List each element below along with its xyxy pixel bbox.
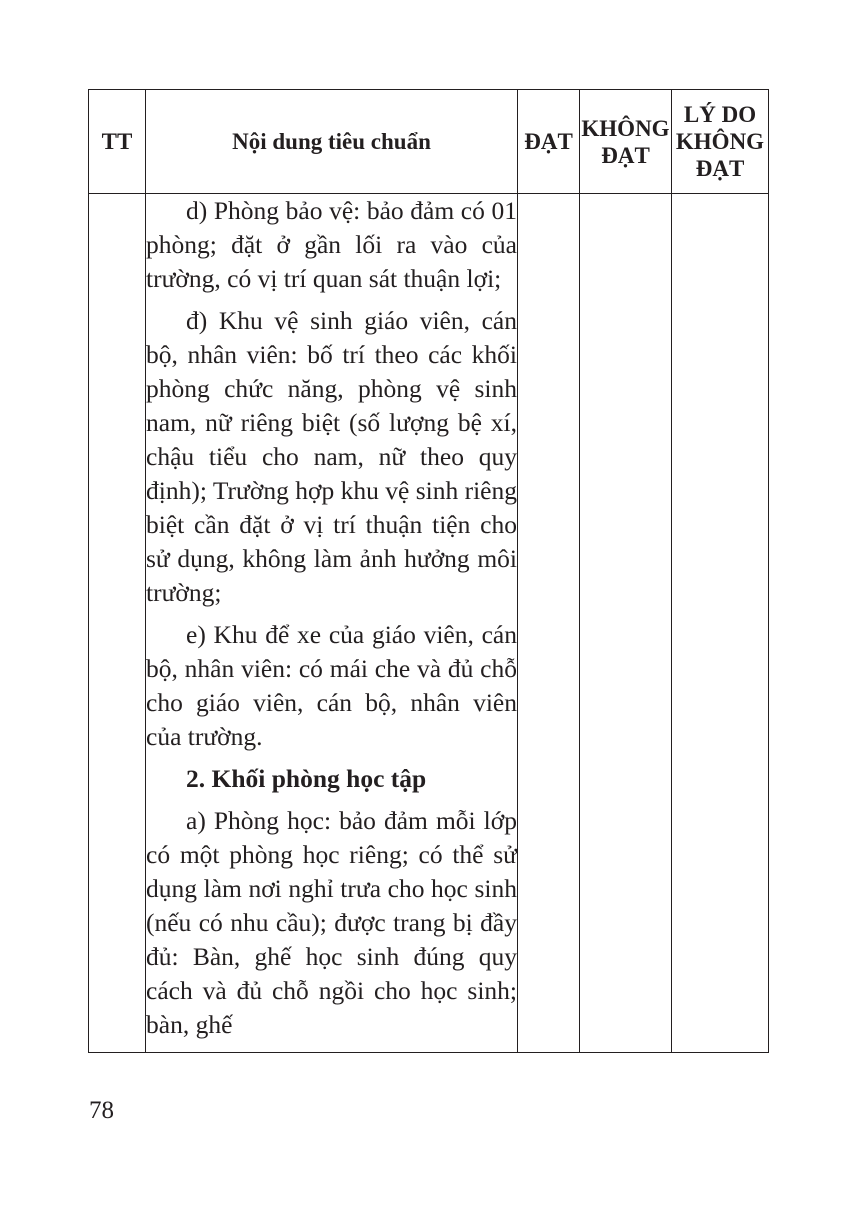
criteria-table [88,89,769,1053]
cell-khong-dat [580,194,672,1053]
cell-content [146,194,518,1053]
cell-tt [89,194,146,1053]
header-ly-do-line1: LÝ DO [683,102,757,127]
header-tt [89,90,146,194]
paragraph-khu-ve-sinh: đ) Khu vệ sinh giáo viên, cán bộ, nhân viên: bố trí theo các khối phòng chức năng, phòng vệ sinh nam, nữ riêng biệt (số lượng bệ xí, chậu tiểu cho nam, nữ theo quy định); Trường hợp khu vệ sinh riêng biệt cần đặt ở vị trí thuận tiện cho sử dụng, không làm ảnh hưởng môi trường; [146,306,517,607]
table-header-row [89,90,769,194]
header-khong-dat-line1: KHÔNG [581,115,670,141]
paragraph-phong-bao-ve: d) Phòng bảo vệ: bảo đảm có 01 phòng; đặt ở gần lối ra vào của trường, có vị trí quan sát thuận lợi; [146,196,517,293]
paragraph-khu-de-xe: e) Khu để xe của giáo viên, cán bộ, nhân viên: có mái che và đủ chỗ cho giáo viên, cán bộ, nhân viên của trường. [146,620,517,751]
header-content-label: Nội dung tiêu chuẩn [232,129,431,154]
header-dat-label: ĐẠT [524,129,573,154]
page-number: 78 [89,1097,114,1124]
header-ly-do [672,90,769,194]
header-dat [518,90,580,194]
cell-dat [518,194,580,1053]
cell-ly-do [672,194,769,1053]
paragraph-phong-hoc: a) Phòng học: bảo đảm mỗi lớp có một phòng học riêng; có thể sử dụng làm nơi nghỉ trưa cho học sinh (nếu có nhu cầu); được trang bị đầy đủ: Bàn, ghế học sinh đúng quy cách và đủ chỗ ngồi cho học sinh; bàn, ghế [146,806,517,1039]
table-row [89,194,769,1053]
header-ly-do-line3: ĐẠT [695,156,745,181]
section-heading: 2. Khối phòng học tập [186,764,427,793]
header-content [146,90,518,194]
header-khong-dat-line2: ĐẠT [601,142,650,168]
header-tt-label: TT [101,129,133,154]
header-ly-do-line2: KHÔNG [675,129,765,154]
header-khong-dat [580,90,672,194]
